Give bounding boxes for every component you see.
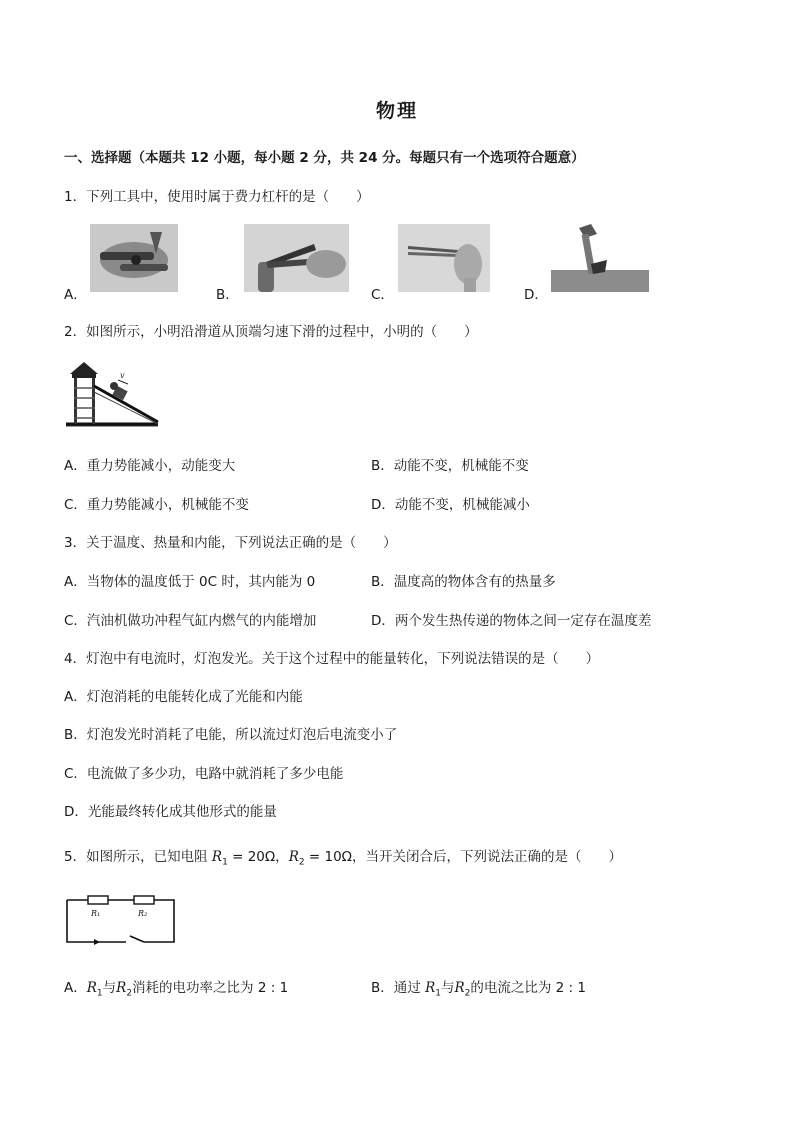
- circuit-diagram: [64, 892, 178, 946]
- q5-option-b-suffix: 的电流之比为 2 : 1: [470, 980, 586, 996]
- q5-r1-symbol: R: [211, 849, 223, 865]
- q4-option-a: A．灯泡消耗的电能转化成了光能和内能: [64, 689, 303, 705]
- q2-option-a: A．重力势能减小，动能变大: [64, 458, 236, 474]
- question-2-stem: 2．如图所示，小明沿滑道从顶端匀速下滑的过程中，小明的（ ）: [64, 324, 478, 340]
- q5-option-b-prefix: B．通过: [371, 980, 426, 996]
- question-1-stem: 1．下列工具中，使用时属于费力杠杆的是（ ）: [64, 189, 370, 205]
- q3-option-d: D．两个发生热传递的物体之间一定存在温度差: [371, 613, 652, 629]
- tweezers-photo: [398, 224, 490, 292]
- q5-stem-suffix: ，当开关闭合后，下列说法正确的是（ ）: [351, 849, 622, 865]
- claw-hammer-photo: [551, 224, 649, 292]
- q5-stem-prefix: 5．如图所示，已知电阻: [64, 849, 212, 865]
- q4-option-b: B．灯泡发光时消耗了电能，所以流过灯泡后电流变小了: [64, 727, 398, 743]
- nutcracker-photo: [244, 224, 349, 292]
- q1-option-d-label: D．: [524, 287, 548, 303]
- q5-option-a-r2: R: [116, 980, 127, 996]
- circuit-r2-label: R₂: [138, 909, 148, 918]
- q3-option-b: B．温度高的物体含有的热量多: [371, 574, 556, 590]
- q4-option-d: D．光能最终转化成其他形式的能量: [64, 804, 277, 820]
- q5-r2-subscript: 2: [298, 857, 305, 868]
- q5-option-a-r1-sub: 1: [96, 988, 103, 999]
- q5-option-b-mid: 与: [440, 980, 455, 996]
- question-3-stem: 3．关于温度、热量和内能，下列说法正确的是（ ）: [64, 535, 397, 551]
- q3-option-c: C．汽油机做功冲程气缸内燃气的内能增加: [64, 613, 317, 629]
- q5-option-a-prefix: A．: [64, 980, 87, 996]
- q5-option-a-suffix: 消耗的电功率之比为 2 : 1: [132, 980, 289, 996]
- page-title: 物理: [375, 100, 418, 122]
- q4-option-c: C．电流做了多少功，电路中就消耗了多少电能: [64, 766, 344, 782]
- q5-r1-value: = 20Ω，: [227, 849, 289, 865]
- q5-option-b-r2-sub: 2: [464, 988, 471, 999]
- q2-option-c: C．重力势能减小，机械能不变: [64, 497, 249, 513]
- velocity-label: v: [120, 371, 125, 380]
- q5-option-a-mid: 与: [102, 980, 117, 996]
- circuit-r1-label: R₁: [91, 909, 101, 918]
- q3-option-a: A．当物体的温度低于 0C 时，其内能为 0: [64, 574, 316, 590]
- q5-r1-subscript: 1: [222, 857, 228, 868]
- section-heading: 一、选择题（本题共 12 小题，每小题 2 分，共 24 分。每题只有一个选项符合题意）: [64, 150, 585, 166]
- q5-option-b: [371, 976, 586, 999]
- question-4-stem: 4．灯泡中有电流时，灯泡发光。关于这个过程中的能量转化，下列说法错误的是（ ）: [64, 651, 600, 667]
- pliers-photo: [90, 224, 178, 292]
- q5-option-b-r2: R: [454, 980, 465, 996]
- q5-option-a: [64, 976, 288, 999]
- q5-option-b-r1-sub: 1: [435, 988, 441, 999]
- q5-r2-symbol: R: [288, 849, 299, 865]
- q5-option-b-r1: R: [425, 980, 436, 996]
- q2-option-d: D．动能不变，机械能减小: [371, 497, 530, 513]
- slide-figure: [64, 358, 160, 428]
- q5-r2-value: = 10Ω: [304, 849, 352, 865]
- q2-option-b: B．动能不变，机械能不变: [371, 458, 529, 474]
- q1-option-c-label: C．: [371, 287, 394, 303]
- q5-option-a-r2-sub: 2: [126, 988, 133, 999]
- q5-option-a-r1: R: [86, 980, 97, 996]
- question-5-stem: [64, 845, 622, 868]
- q1-option-b-label: B．: [216, 287, 239, 303]
- q1-option-a-label: A．: [64, 287, 87, 303]
